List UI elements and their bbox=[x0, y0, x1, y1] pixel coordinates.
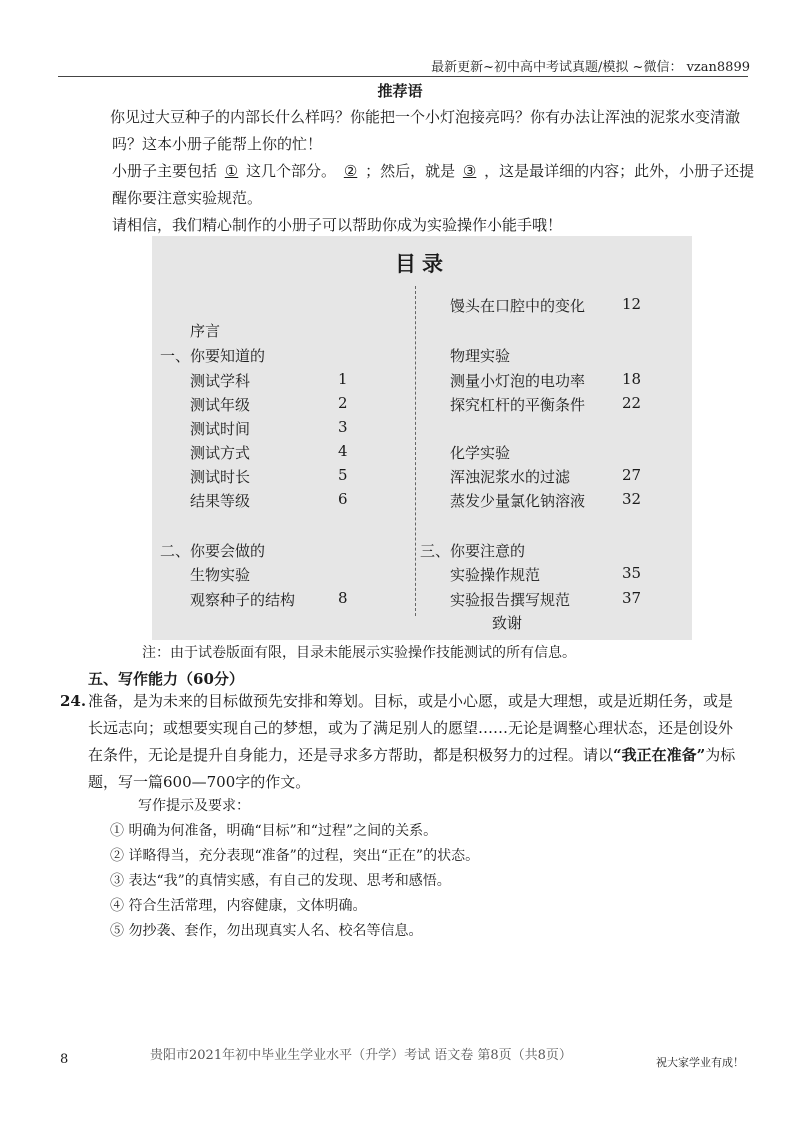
essay-title: “我正在准备” bbox=[613, 746, 706, 764]
para2-text-a: 小册子主要包括 bbox=[112, 162, 218, 180]
toc-right-page: 27 bbox=[622, 466, 642, 484]
recommend-para-1: 你见过大豆种子的内部长什么样吗？你能把一个小灯泡接亮吗？你有办法让浑浊的泥浆水变清澈吗？这本小册子能帮上你的忙！ bbox=[110, 108, 741, 153]
header-divider bbox=[58, 76, 748, 77]
toc-right-page: 32 bbox=[622, 490, 642, 508]
toc-right-label: 探究杠杆的平衡条件 bbox=[450, 396, 586, 414]
question-text-a: 准备，是为未来的目标做预先安排和筹划。目标，或是小心愿，或是大理想，或是近期任务，或是长远志向；或想要实现自己的梦想，或为了满足别人的愿望……无论是调整心理状态，还是创设外在条件，无论是提升自身能力，还是寻求多方帮助，都是积极努力的过程。请以 bbox=[88, 692, 734, 764]
toc-left-page: 8 bbox=[338, 589, 348, 607]
toc-left-label: 序言 bbox=[190, 322, 221, 340]
toc-right-label: 物理实验 bbox=[450, 347, 511, 365]
blank-1: ① bbox=[224, 162, 239, 180]
section-title: 五、写作能力（60分） bbox=[88, 670, 244, 688]
question-text bbox=[88, 688, 738, 796]
toc-right-page: 18 bbox=[622, 370, 642, 388]
para2-text-c: ；然后，就是 bbox=[365, 162, 456, 180]
toc-right-label: 实验操作规范 bbox=[450, 566, 541, 584]
toc-left-label: 生物实验 bbox=[190, 566, 251, 584]
toc-left-label: 观察种子的结构 bbox=[190, 591, 296, 609]
toc-right-label: 浑浊泥浆水的过滤 bbox=[450, 468, 571, 486]
toc-left-page: 1 bbox=[338, 370, 348, 388]
question-number: 24. bbox=[60, 692, 87, 710]
page-number: 8 bbox=[60, 1052, 69, 1067]
requirement-item: ④ 符合生活常理，内容健康，文体明确。 bbox=[110, 898, 367, 914]
hint-title: 写作提示及要求： bbox=[138, 798, 250, 814]
toc-right-label: 致谢 bbox=[492, 614, 523, 632]
footer-blessing: 祝大家学业有成！ bbox=[656, 1056, 744, 1069]
toc-right-label: 馒头在口腔中的变化 bbox=[450, 297, 586, 315]
blank-3: ③ bbox=[462, 162, 477, 180]
footer-exam-info: 贵阳市2021年初中毕业生学业水平（升学）考试 语文卷 第8页（共8页） bbox=[150, 1048, 572, 1063]
toc-left-label: 二、你要会做的 bbox=[160, 542, 266, 560]
toc-right-page: 37 bbox=[622, 589, 642, 607]
toc-note: 注：由于试卷版面有限，目录未能展示实验操作技能测试的所有信息。 bbox=[142, 645, 576, 661]
toc-left-page: 6 bbox=[338, 490, 348, 508]
para2-text-d: ，这是最详细的内容；此外，小册子还提醒你要注意实验规范。 bbox=[112, 162, 755, 207]
toc-left-page: 5 bbox=[338, 466, 348, 484]
toc-left-label: 测试方式 bbox=[190, 444, 251, 462]
toc-title: 目录 bbox=[395, 251, 449, 276]
toc-right-label: 化学实验 bbox=[450, 444, 511, 462]
toc-left-label: 测试年级 bbox=[190, 396, 251, 414]
toc-divider bbox=[415, 286, 416, 616]
toc-left-label: 结果等级 bbox=[190, 492, 251, 510]
blank-2: ② bbox=[343, 162, 358, 180]
toc-left-label: 测试时间 bbox=[190, 420, 251, 438]
toc-left-page: 3 bbox=[338, 418, 348, 436]
question-text-b: 为标题，写一篇600—700字的作文。 bbox=[88, 746, 736, 791]
requirement-item: ② 详略得当，充分表现“准备”的过程，突出“正在”的状态。 bbox=[110, 848, 480, 864]
toc-right-label: 测量小灯泡的电功率 bbox=[450, 372, 586, 390]
toc-right-page: 12 bbox=[622, 295, 642, 313]
toc-right-page: 35 bbox=[622, 564, 642, 582]
toc-left-label: 测试学科 bbox=[190, 372, 251, 390]
requirement-item: ③ 表达“我”的真情实感，有自己的发现、思考和感悟。 bbox=[110, 873, 451, 889]
recommend-para-2 bbox=[112, 158, 762, 212]
header-source-text: 最新更新~初中高中考试真题/模拟 ~微信： vzan8899 bbox=[431, 60, 750, 75]
toc-right-page: 22 bbox=[622, 394, 642, 412]
toc-right-label: 蒸发少量氯化钠溶液 bbox=[450, 492, 586, 510]
toc-right-label: 实验报告撰写规范 bbox=[450, 591, 571, 609]
toc-right-label: 三、你要注意的 bbox=[420, 542, 526, 560]
requirement-item: ① 明确为何准备，明确“目标”和“过程”之间的关系。 bbox=[110, 823, 438, 839]
para2-text-b: 这几个部分。 bbox=[246, 162, 337, 180]
requirement-item: ⑤ 勿抄袭、套作，勿出现真实人名、校名等信息。 bbox=[110, 923, 423, 939]
recommend-title: 推荐语 bbox=[377, 82, 423, 100]
toc-left-label: 一、你要知道的 bbox=[160, 347, 266, 365]
recommend-para-3: 请相信，我们精心制作的小册子可以帮助你成为实验操作小能手哦！ bbox=[112, 216, 563, 234]
toc-left-label: 测试时长 bbox=[190, 468, 251, 486]
toc-left-page: 2 bbox=[338, 394, 348, 412]
toc-left-page: 4 bbox=[338, 442, 348, 460]
